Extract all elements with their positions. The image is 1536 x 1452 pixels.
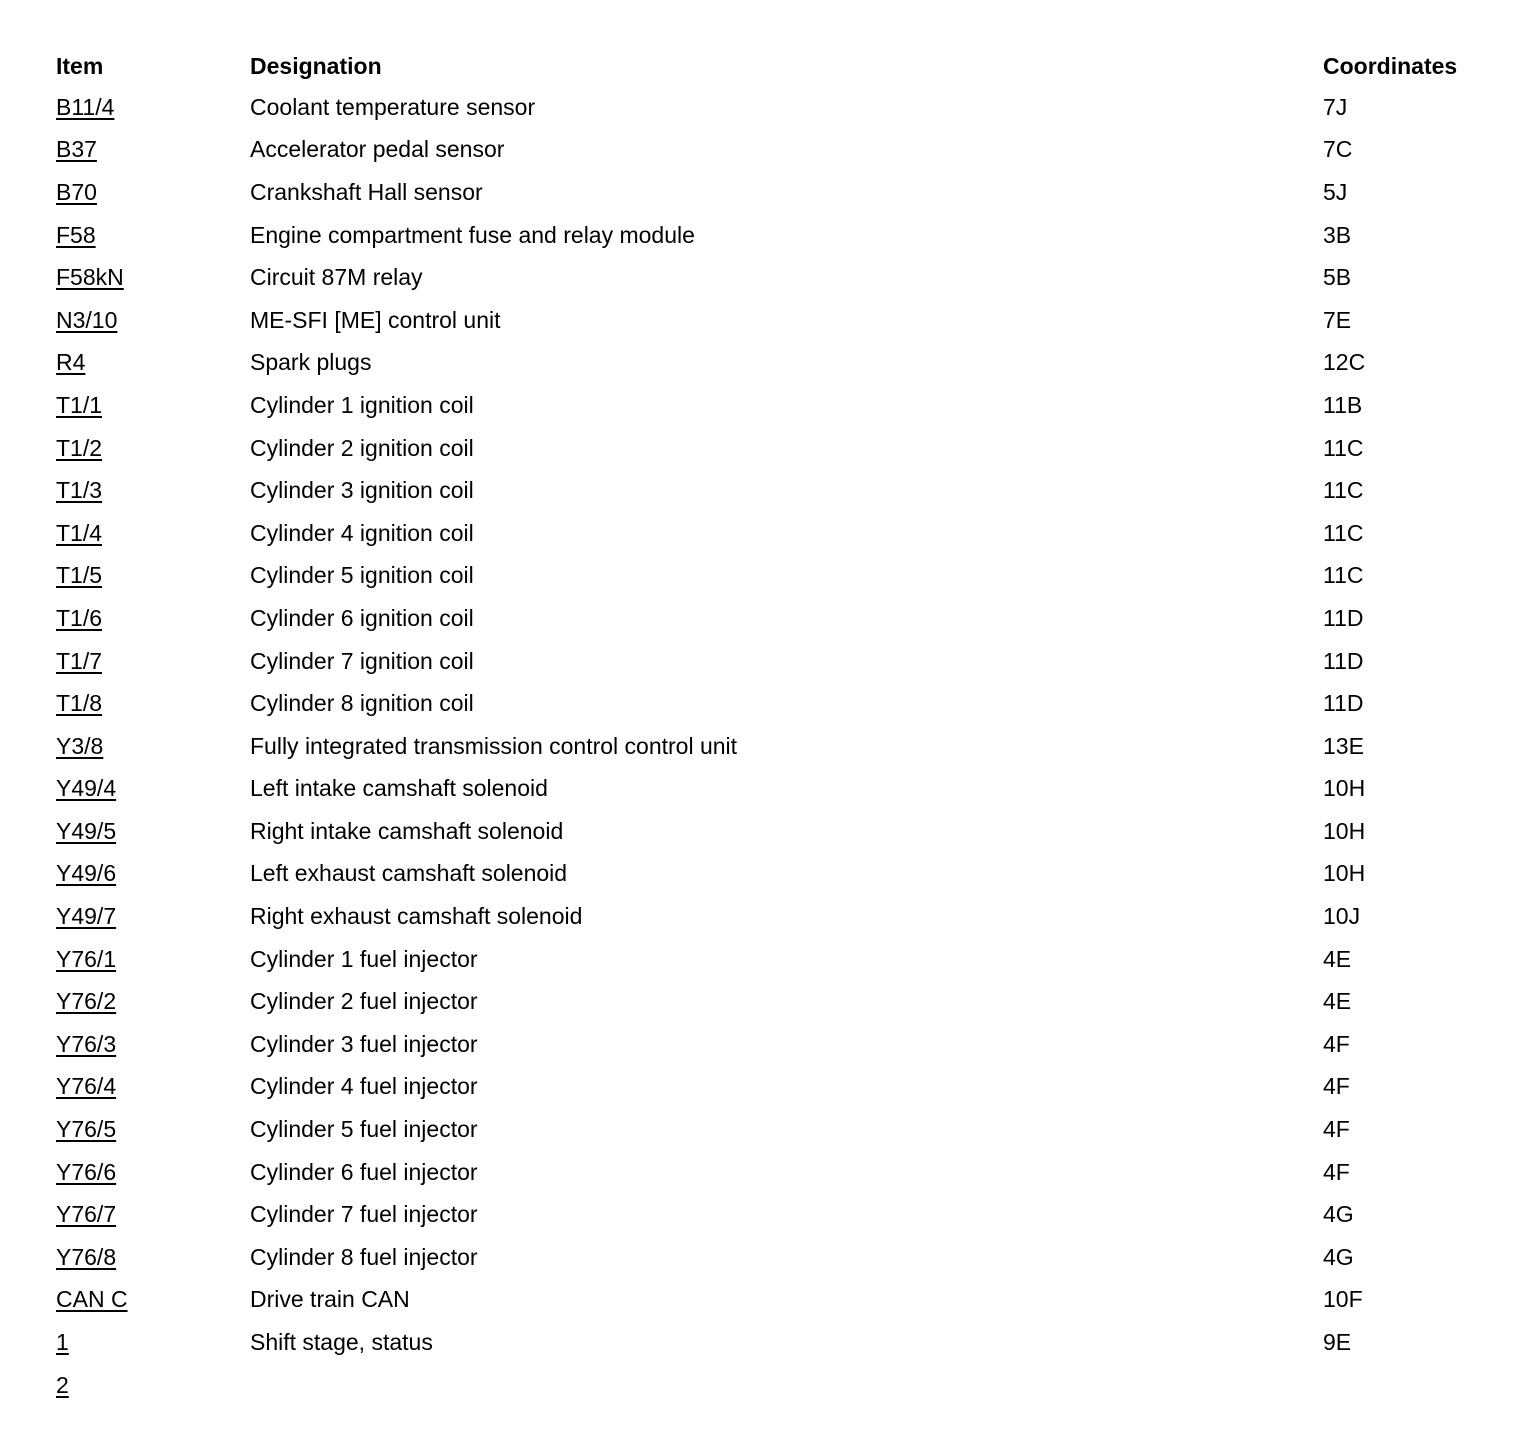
item-link[interactable]: F58 xyxy=(56,221,96,248)
table-row xyxy=(56,1364,1496,1407)
designation-cell: Shift stage, status xyxy=(250,1329,433,1356)
table-row xyxy=(56,1066,1496,1109)
item-cell xyxy=(56,1203,250,1226)
header-designation: Designation xyxy=(250,52,382,79)
item-link[interactable]: Y76/8 xyxy=(56,1243,117,1270)
item-link[interactable]: B11/4 xyxy=(56,93,115,120)
coordinates-cell: 11B xyxy=(1323,391,1363,418)
table-row xyxy=(56,810,1496,853)
item-link[interactable]: Y76/1 xyxy=(56,945,117,972)
item-cell xyxy=(56,306,250,333)
table-row xyxy=(56,171,1496,214)
table-row xyxy=(56,895,1496,938)
designation-cell: Circuit 87M relay xyxy=(250,264,423,291)
table-row xyxy=(56,853,1496,896)
item-cell xyxy=(56,93,250,120)
item-link[interactable]: Y76/7 xyxy=(56,1201,117,1228)
item-link[interactable]: T1/4 xyxy=(56,519,103,546)
table-row xyxy=(56,1151,1496,1194)
designation-cell: Accelerator pedal sensor xyxy=(250,136,505,163)
item-link[interactable]: T1/6 xyxy=(56,604,103,631)
coordinates-cell: 4F xyxy=(1323,1158,1350,1185)
item-cell xyxy=(56,1075,250,1098)
coordinates-cell: 12C xyxy=(1323,349,1366,376)
designation-cell: Cylinder 2 fuel injector xyxy=(250,988,478,1015)
coordinates-cell: 11D xyxy=(1323,690,1364,717)
designation-cell: Cylinder 1 fuel injector xyxy=(250,945,478,972)
table-row xyxy=(56,1108,1496,1151)
coordinates-cell: 7E xyxy=(1323,306,1352,333)
table-row xyxy=(56,1279,1496,1322)
table-row xyxy=(56,682,1496,725)
designation-cell: Drive train CAN xyxy=(250,1286,410,1313)
table-row xyxy=(56,512,1496,555)
coordinates-cell: 11C xyxy=(1323,477,1364,504)
item-cell xyxy=(56,1118,250,1141)
designation-cell: Spark plugs xyxy=(250,349,372,376)
item-link[interactable]: Y49/6 xyxy=(56,860,117,887)
item-link[interactable]: Y76/2 xyxy=(56,988,117,1015)
designation-cell: Left exhaust camshaft solenoid xyxy=(250,860,568,887)
item-link[interactable]: Y49/4 xyxy=(56,775,117,802)
table-row xyxy=(56,86,1496,129)
item-link[interactable]: T1/3 xyxy=(56,477,103,504)
item-cell xyxy=(56,1243,250,1270)
item-link[interactable]: N3/10 xyxy=(56,306,118,333)
item-link[interactable]: Y3/8 xyxy=(56,732,104,759)
header-coordinates: Coordinates xyxy=(1323,52,1458,79)
designation-cell: Fully integrated transmission control control unit xyxy=(250,732,738,759)
designation-cell: Cylinder 7 fuel injector xyxy=(250,1201,478,1228)
item-cell xyxy=(56,1371,250,1398)
item-cell xyxy=(56,479,250,502)
item-link[interactable]: 1 xyxy=(56,1329,69,1356)
table-row xyxy=(56,214,1496,257)
table-row xyxy=(56,725,1496,768)
table-row xyxy=(56,640,1496,683)
item-cell xyxy=(56,351,250,374)
item-link[interactable]: B37 xyxy=(56,136,97,163)
designation-cell: Cylinder 1 ignition coil xyxy=(250,391,474,418)
item-cell xyxy=(56,391,250,418)
coordinates-cell: 11D xyxy=(1323,604,1364,631)
coordinates-cell: 3B xyxy=(1323,221,1352,248)
designation-cell: Cylinder 8 fuel injector xyxy=(250,1243,478,1270)
designation-cell: Cylinder 3 fuel injector xyxy=(250,1030,478,1057)
item-cell xyxy=(56,178,250,205)
coordinates-cell: 13E xyxy=(1323,732,1364,759)
item-link[interactable]: Y76/4 xyxy=(56,1073,117,1100)
coordinates-cell: 7C xyxy=(1323,136,1353,163)
designation-cell: Cylinder 2 ignition coil xyxy=(250,434,474,461)
item-cell xyxy=(56,945,250,972)
coordinates-cell: 5B xyxy=(1323,264,1352,291)
designation-cell: Coolant temperature sensor xyxy=(250,93,536,120)
item-link[interactable]: Y49/7 xyxy=(56,903,117,930)
coordinates-cell: 4G xyxy=(1323,1243,1354,1270)
coordinates-cell: 10H xyxy=(1323,860,1366,887)
item-cell xyxy=(56,1030,250,1057)
item-cell xyxy=(56,434,250,461)
coordinates-cell: 4F xyxy=(1323,1116,1350,1143)
item-cell xyxy=(56,817,250,844)
item-cell xyxy=(56,564,250,587)
table-row xyxy=(56,299,1496,342)
coordinates-cell: 10H xyxy=(1323,817,1366,844)
coordinates-cell: 11C xyxy=(1323,519,1364,546)
table-header-row xyxy=(56,46,1496,86)
item-link[interactable]: T1/2 xyxy=(56,434,103,461)
item-link[interactable]: R4 xyxy=(56,349,86,376)
coordinates-cell: 9E xyxy=(1323,1329,1352,1356)
table-row xyxy=(56,1321,1496,1364)
component-legend-table xyxy=(56,46,1496,1406)
designation-cell: Cylinder 7 ignition coil xyxy=(250,647,474,674)
table-row xyxy=(56,256,1496,299)
table-row xyxy=(56,938,1496,981)
header-item: Item xyxy=(56,52,104,79)
item-cell xyxy=(56,732,250,759)
table-row xyxy=(56,129,1496,172)
item-cell xyxy=(56,1158,250,1185)
designation-cell: Cylinder 4 fuel injector xyxy=(250,1073,478,1100)
coordinates-cell: 10F xyxy=(1323,1286,1363,1313)
item-cell xyxy=(56,692,250,715)
item-link[interactable]: Y76/5 xyxy=(56,1116,117,1143)
coordinates-cell: 4F xyxy=(1323,1030,1350,1057)
coordinates-cell: 4E xyxy=(1323,945,1352,972)
item-link[interactable]: T1/1 xyxy=(56,391,103,418)
item-cell xyxy=(56,1288,250,1311)
table-row xyxy=(56,469,1496,512)
table-row xyxy=(56,597,1496,640)
designation-cell: Right exhaust camshaft solenoid xyxy=(250,903,583,930)
table-row xyxy=(56,342,1496,385)
table-row xyxy=(56,1023,1496,1066)
coordinates-cell: 10J xyxy=(1323,903,1361,930)
coordinates-cell: 4E xyxy=(1323,988,1352,1015)
designation-cell: Crankshaft Hall sensor xyxy=(250,178,483,205)
table-body xyxy=(56,86,1496,1406)
designation-cell: Right intake camshaft solenoid xyxy=(250,817,564,844)
designation-cell: Left intake camshaft solenoid xyxy=(250,775,548,802)
table-row xyxy=(56,768,1496,811)
designation-cell: Engine compartment fuse and relay module xyxy=(250,221,695,248)
item-link[interactable]: F58kN xyxy=(56,264,124,291)
item-link[interactable]: 2 xyxy=(56,1371,69,1398)
designation-cell: Cylinder 5 fuel injector xyxy=(250,1116,478,1143)
designation-cell: Cylinder 4 ignition coil xyxy=(250,519,474,546)
item-cell xyxy=(56,138,250,161)
item-link[interactable]: B70 xyxy=(56,178,97,205)
item-link[interactable]: T1/7 xyxy=(56,647,103,674)
item-cell xyxy=(56,905,250,928)
coordinates-cell: 11D xyxy=(1323,647,1364,674)
designation-cell: Cylinder 8 ignition coil xyxy=(250,690,474,717)
designation-cell: Cylinder 6 ignition coil xyxy=(250,604,474,631)
table-row xyxy=(56,555,1496,598)
item-link[interactable]: Y76/6 xyxy=(56,1158,117,1185)
item-cell xyxy=(56,862,250,885)
table-row xyxy=(56,427,1496,470)
item-cell xyxy=(56,647,250,674)
table-row xyxy=(56,1193,1496,1236)
coordinates-cell: 11C xyxy=(1323,434,1364,461)
table-row xyxy=(56,1236,1496,1279)
item-cell xyxy=(56,266,250,289)
coordinates-cell: 10H xyxy=(1323,775,1366,802)
designation-cell: ME-SFI [ME] control unit xyxy=(250,306,501,333)
item-link[interactable]: Y76/3 xyxy=(56,1030,117,1057)
item-cell xyxy=(56,1331,250,1354)
item-cell xyxy=(56,519,250,546)
item-link[interactable]: T1/5 xyxy=(56,562,103,589)
item-link[interactable]: CAN C xyxy=(56,1286,128,1313)
item-cell xyxy=(56,990,250,1013)
item-link[interactable]: T1/8 xyxy=(56,690,103,717)
item-link[interactable]: Y49/5 xyxy=(56,817,117,844)
coordinates-cell: 4G xyxy=(1323,1201,1354,1228)
coordinates-cell: 11C xyxy=(1323,562,1364,589)
item-cell xyxy=(56,604,250,631)
designation-cell: Cylinder 6 fuel injector xyxy=(250,1158,478,1185)
item-cell xyxy=(56,777,250,800)
coordinates-cell: 5J xyxy=(1323,178,1348,205)
table-row xyxy=(56,384,1496,427)
designation-cell: Cylinder 3 ignition coil xyxy=(250,477,474,504)
coordinates-cell: 7J xyxy=(1323,93,1348,120)
coordinates-cell: 4F xyxy=(1323,1073,1350,1100)
item-cell xyxy=(56,221,250,248)
designation-cell: Cylinder 5 ignition coil xyxy=(250,562,474,589)
table-row xyxy=(56,980,1496,1023)
